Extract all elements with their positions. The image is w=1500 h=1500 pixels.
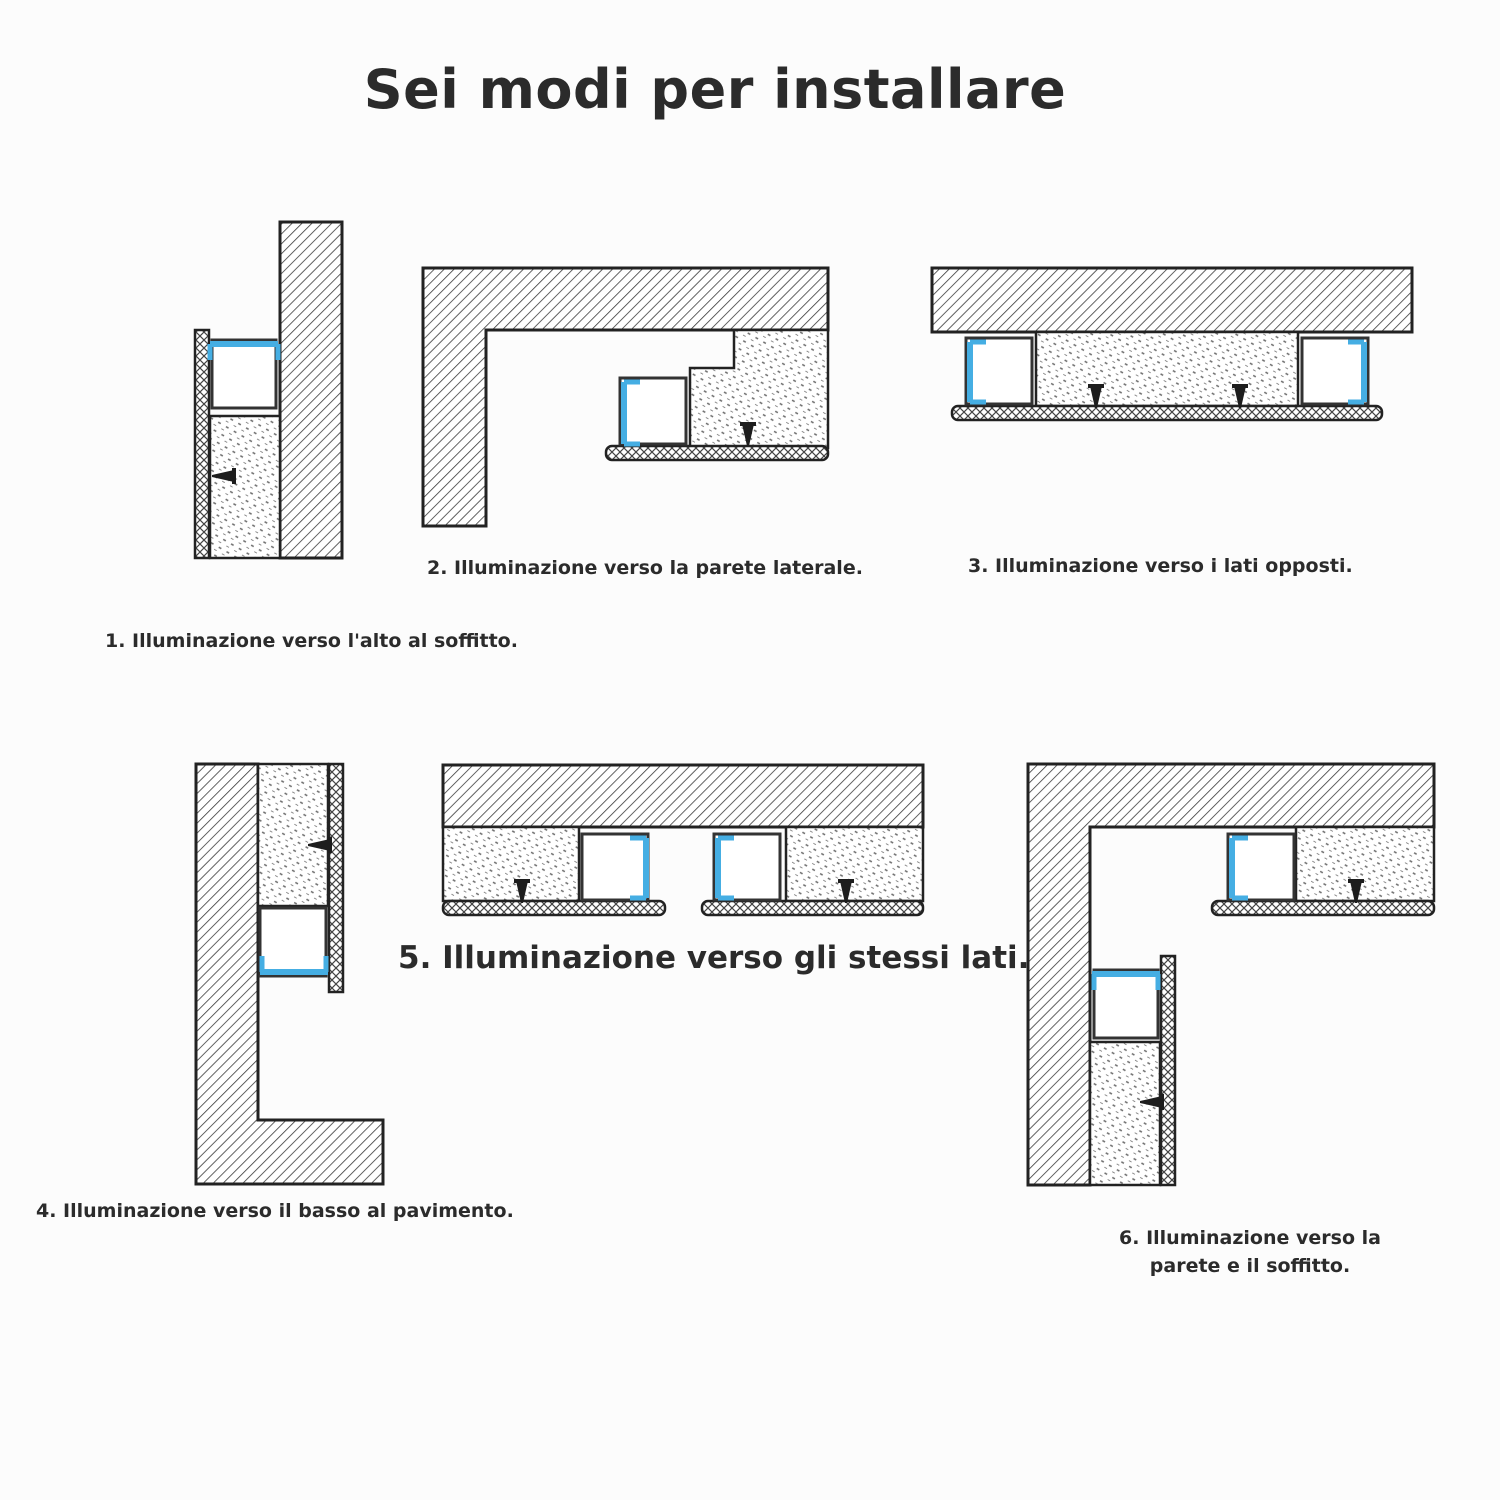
caption-method-6-line-2: parete e il soffitto. [1149, 1255, 1351, 1277]
trim-strip-ceiling [1212, 901, 1434, 915]
diagram-4 [196, 764, 383, 1184]
trim-strip-left [443, 901, 665, 915]
led-profile-ceiling [1228, 834, 1294, 900]
diagram-6 [1028, 764, 1434, 1185]
ceiling [932, 268, 1412, 332]
gypsum-board [258, 764, 328, 906]
caption-method-3: 3. Illuminazione verso i lati opposti. [968, 555, 1353, 577]
led-profile [620, 378, 686, 444]
gypsum-board [690, 330, 828, 448]
led-profile-wall [1094, 970, 1158, 1038]
diagram-3 [932, 268, 1412, 420]
gypsum-board-left [443, 827, 579, 901]
led-profile-right [714, 834, 780, 900]
led-profile-right [1302, 338, 1368, 404]
gypsum-board-ceiling [1296, 827, 1434, 901]
gypsum-board [1036, 332, 1298, 406]
caption-method-2: 2. Illuminazione verso la parete laterale. [427, 557, 863, 579]
ceiling [443, 765, 923, 827]
gypsum-board [210, 416, 280, 558]
page-title: Sei modi per installare [363, 58, 1067, 121]
diagram-2 [423, 268, 828, 526]
caption-method-6 [1080, 1224, 1420, 1280]
diagram-1 [195, 222, 342, 558]
trim-strip [195, 330, 209, 558]
caption-method-6-line-1: 6. Illuminazione verso la [1119, 1227, 1381, 1249]
trim-strip [952, 406, 1382, 420]
caption-method-1: 1. Illuminazione verso l'alto al soffitto. [105, 630, 518, 652]
caption-method-5: 5. Illuminazione verso gli stessi lati. [398, 940, 1030, 976]
trim-strip-right [702, 901, 923, 915]
trim-strip-wall [1161, 956, 1175, 1185]
led-profile-left [582, 834, 648, 900]
gypsum-board-right [786, 827, 923, 901]
gypsum-board-wall [1090, 1042, 1160, 1185]
led-profile [212, 340, 276, 408]
trim-strip [329, 764, 343, 992]
led-profile-left [966, 338, 1032, 404]
caption-method-4: 4. Illuminazione verso il basso al pavimento. [36, 1200, 514, 1222]
wall [280, 222, 342, 558]
diagram-5 [443, 765, 923, 915]
trim-strip [606, 446, 828, 460]
led-profile [260, 908, 326, 976]
